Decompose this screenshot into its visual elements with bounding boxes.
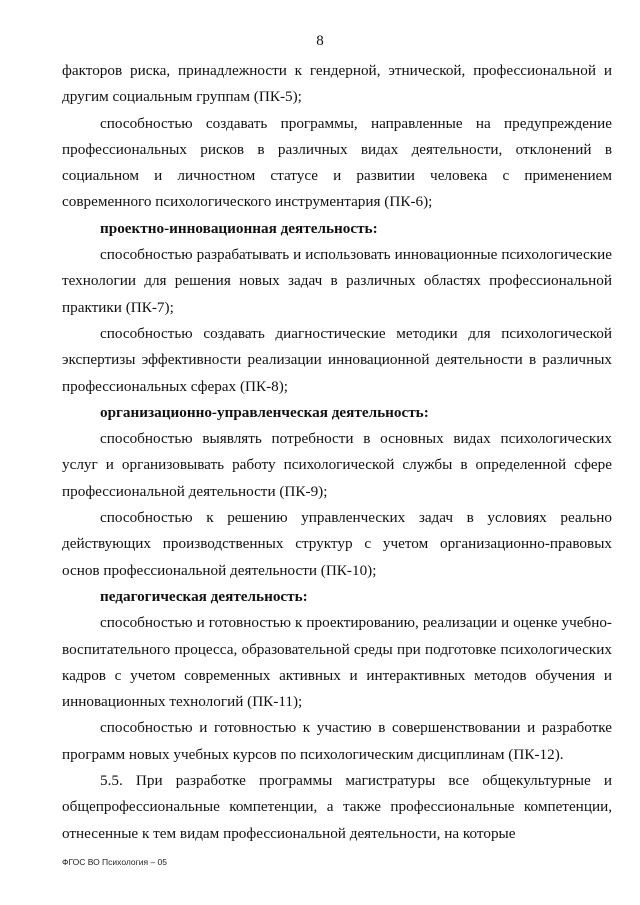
- section-heading-organizational-management: организационно-управленческая деятельность:: [100, 403, 429, 421]
- paragraph-pk9: способностью выявлять потребности в основных видах психологических услуг и организовывать работу психологической службы в определенной сфере профессиональной деятельности (ПК-9);: [62, 430, 612, 500]
- paragraph-pk5-continuation: факторов риска, принадлежности к гендерной, этнической, профессиональной и другим социальным группам (ПК-5);: [62, 62, 612, 106]
- paragraph-section-5-5: 5.5. При разработке программы магистратуры все общекультурные и общепрофессиональные компетенции, а также профессиональные компетенции, отнесенные к тем видам профессиональной деятельности, на которые: [62, 772, 612, 842]
- document-body: [62, 58, 612, 847]
- paragraph-pk11: способностью и готовностью к проектированию, реализации и оценке учебно-воспитательного процесса, образовательной среды при подготовке психологических кадров с учетом современных активных и интерактивных методов обучения и инновационных технологий (ПК-11);: [62, 614, 612, 711]
- paragraph-pk7: способностью разрабатывать и использовать инновационные психологические технологии для решения новых задач в различных областях профессиональной практики (ПК-7);: [62, 246, 612, 316]
- section-heading-pedagogical: педагогическая деятельность:: [100, 587, 308, 605]
- section-heading-project-innovation: проектно-инновационная деятельность:: [100, 219, 378, 237]
- paragraph-pk6: способностью создавать программы, направленные на предупреждение профессиональных рисков в различных видах деятельности, отклонений в социальном и личностном статусе и развитии человека с применением современного психологического инструментария (ПК-6);: [62, 114, 612, 211]
- paragraph-pk12: способностью и готовностью к участию в совершенствовании и разработке программ новых учебных курсов по психологическим дисциплинам (ПК-12).: [62, 719, 612, 763]
- page-footer: ФГОС ВО Психология – 05: [62, 857, 168, 867]
- paragraph-pk8: способностью создавать диагностические методики для психологической экспертизы эффективности реализации инновационной деятельности в различных профессиональных сферах (ПК-8);: [62, 324, 612, 395]
- paragraph-pk10: способностью к решению управленческих задач в условиях реально действующих производственных структур с учетом организационно-правовых основ профессиональной деятельности (ПК-10);: [62, 509, 612, 579]
- page-number: 8: [316, 33, 324, 49]
